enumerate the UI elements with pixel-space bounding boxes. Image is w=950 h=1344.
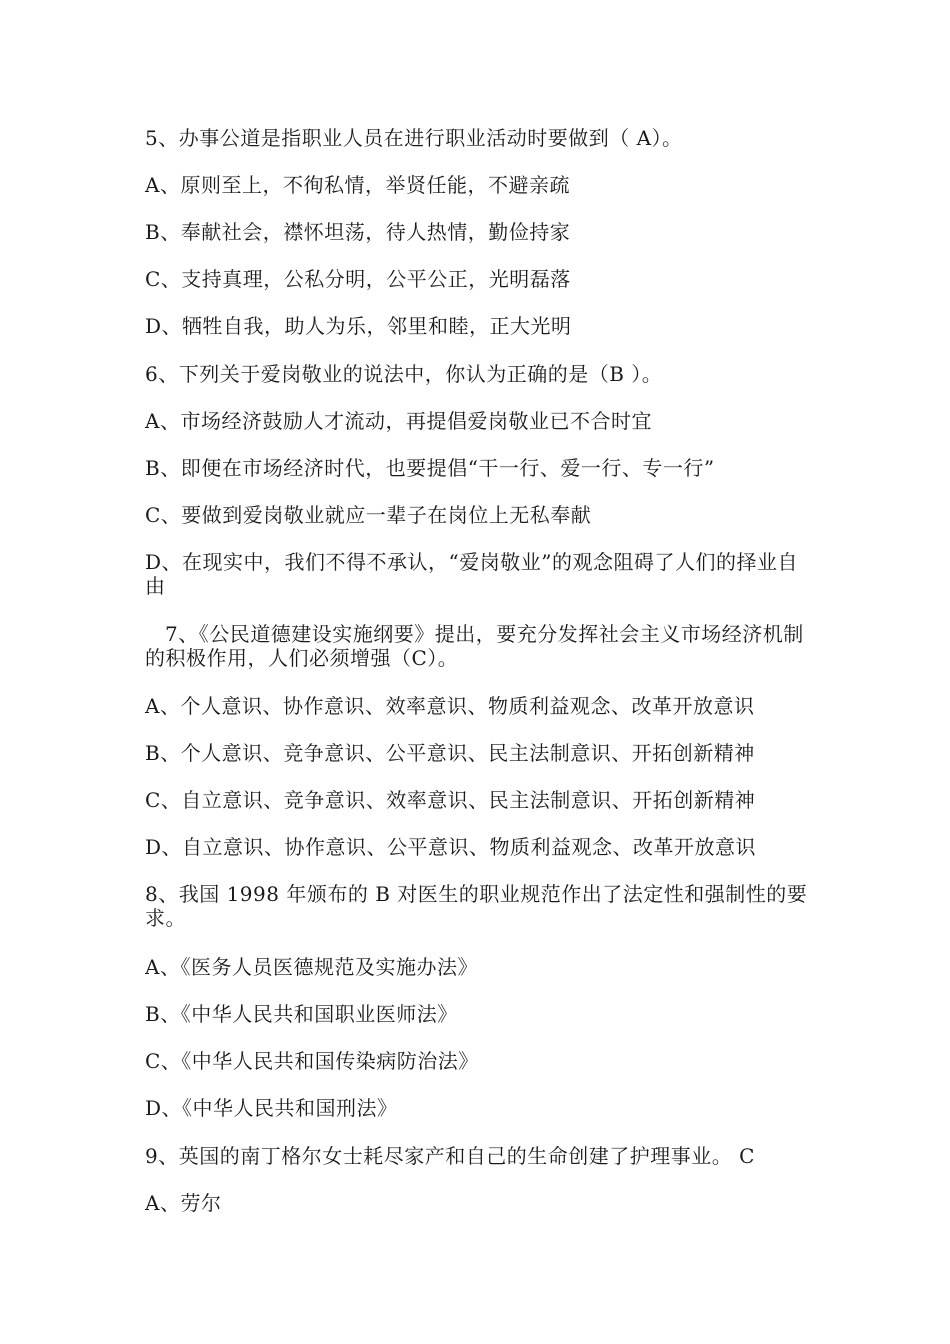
question-6-stem: 6、下列关于爱岗敬业的说法中，你认为正确的是（B ）。 <box>145 362 663 386</box>
question-8-stem: 8、我国 1998 年颁布的 B 对医生的职业规范作出了法定性和强制性的要求。 <box>145 882 808 930</box>
question-6-option-b: B、即便在市场经济时代，也要提倡“干一行、爱一行、专一行” <box>145 456 715 480</box>
question-5-stem: 5、办事公道是指职业人员在进行职业活动时要做到（ A）。 <box>145 126 683 150</box>
question-9-option-a: A、劳尔 <box>145 1191 222 1215</box>
question-7-option-a: A、个人意识、协作意识、效率意识、物质利益观念、改革开放意识 <box>145 694 755 718</box>
question-8-option-b: B、《中华人民共和国职业医师法》 <box>145 1002 458 1026</box>
question-7-stem: 7、《公民道德建设实施纲要》提出，要充分发挥社会主义市场经济机制的积极作用，人们必须增强（C）。 <box>145 622 804 670</box>
question-7-option-c: C、自立意识、竞争意识、效率意识、民主法制意识、开拓创新精神 <box>145 788 756 812</box>
question-9-stem: 9、英国的南丁格尔女士耗尽家产和自己的生命创建了护理事业。 C <box>145 1144 755 1168</box>
question-5-option-d: D、牺牲自我，助人为乐，邻里和睦，正大光明 <box>145 314 572 338</box>
question-8-option-a: A、《医务人员医德规范及实施办法》 <box>145 955 478 979</box>
question-6-option-a: A、市场经济鼓励人才流动，再提倡爱岗敬业已不合时宜 <box>145 409 652 433</box>
question-5-option-a: A、原则至上，不徇私情，举贤任能，不避亲疏 <box>145 173 570 197</box>
question-6-option-c: C、要做到爱岗敬业就应一辈子在岗位上无私奉献 <box>145 503 592 527</box>
question-5-option-b: B、奉献社会，襟怀坦荡，待人热情，勤俭持家 <box>145 220 571 244</box>
question-7-option-d: D、自立意识、协作意识、公平意识、物质利益观念、改革开放意识 <box>145 835 757 859</box>
question-5-option-c: C、支持真理，公私分明，公平公正，光明磊落 <box>145 267 571 291</box>
question-8-option-c: C、《中华人民共和国传染病防治法》 <box>145 1049 479 1073</box>
question-8-option-d: D、《中华人民共和国刑法》 <box>145 1096 398 1120</box>
question-7-option-b: B、个人意识、竞争意识、公平意识、民主法制意识、开拓创新精神 <box>145 741 755 765</box>
question-6-option-d: D、在现实中，我们不得不承认，“爱岗敬业”的观念阻碍了人们的择业自由 <box>145 550 798 598</box>
